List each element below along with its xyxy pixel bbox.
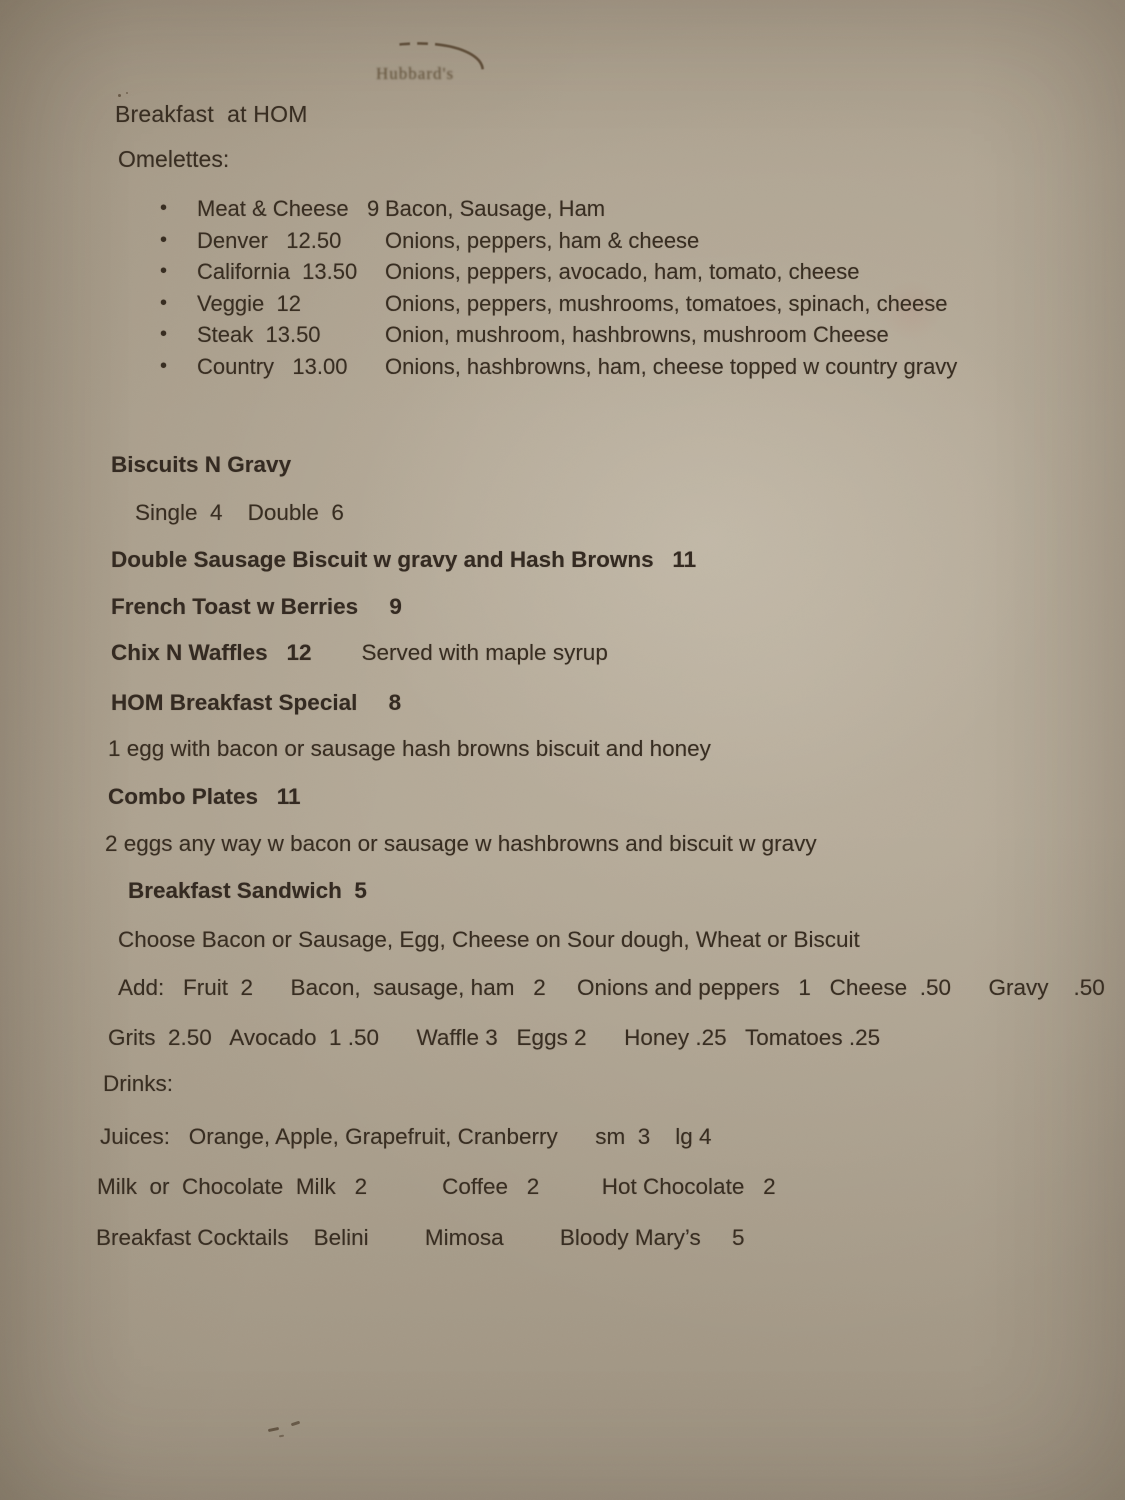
ink-speck xyxy=(126,92,128,94)
bullet-icon: • xyxy=(160,260,168,282)
omelette-description: Onions, peppers, mushrooms, tomatoes, spinach, cheese xyxy=(385,290,948,316)
omelette-description: Bacon, Sausage, Ham xyxy=(385,196,606,221)
omelette-name-price: Denver 12.50 xyxy=(197,227,342,253)
omelette-item xyxy=(160,193,1040,225)
line-combo-plates xyxy=(108,784,301,810)
text-segment: Juices: Orange, Apple, Grapefruit, Cranberry sm 3 lg 4 xyxy=(100,1124,712,1149)
stamp-text: Hubbard's xyxy=(376,64,455,83)
text-segment: Drinks: xyxy=(103,1071,174,1096)
ink-speck xyxy=(268,1427,279,1432)
omelette-description: Onion, mushroom, hashbrowns, mushroom Cheese xyxy=(385,322,889,347)
text-segment: Combo Plates 11 xyxy=(108,784,301,809)
text-segment: Double Sausage Biscuit w gravy and Hash Browns 11 xyxy=(111,547,697,572)
text-segment: Milk or Chocolate Milk 2 Coffee 2 Hot Chocolate 2 xyxy=(97,1174,776,1199)
restaurant-stamp xyxy=(318,36,488,120)
text-segment: Served with maple syrup xyxy=(311,640,608,665)
omelette-description: Onions, peppers, ham & cheese xyxy=(385,227,700,253)
omelette-name-price: Country 13.00 xyxy=(197,353,348,379)
omelettes-heading: Omelettes: xyxy=(118,146,230,172)
text-segment: Chix N Waffles 12 xyxy=(111,640,312,665)
text-segment: Add: Fruit 2 Bacon, sausage, ham 2 Onions and peppers 1 Cheese .50 Gravy .50 xyxy=(118,975,1105,1000)
text-segment: 1 egg with bacon or sausage hash browns biscuit and honey xyxy=(108,736,711,761)
line-add-ons-1 xyxy=(118,975,1105,1001)
omelette-item xyxy=(160,288,1040,320)
text-segment: Single 4 Double 6 xyxy=(135,500,344,525)
omelette-description: Onions, peppers, avocado, ham, tomato, cheese xyxy=(385,259,860,284)
line-breakfast-sandwich xyxy=(128,878,367,904)
text-segment: Breakfast Cocktails Belini Mimosa Bloody Mary’s 5 xyxy=(96,1225,745,1250)
line-hom-breakfast-special-desc xyxy=(108,736,711,762)
text-segment: French Toast w Berries 9 xyxy=(111,594,402,619)
bullet-icon: • xyxy=(160,197,168,219)
omelette-item xyxy=(160,256,1040,288)
text-segment: Grits 2.50 Avocado 1 .50 Waffle 3 Eggs 2 Honey .25 Tomatoes .25 xyxy=(108,1025,881,1050)
line-biscuits-heading xyxy=(111,452,291,478)
text-segment: Choose Bacon or Sausage, Egg, Cheese on Sour dough, Wheat or Biscuit xyxy=(118,927,860,952)
ink-speck xyxy=(118,94,121,97)
omelette-item xyxy=(160,351,1040,383)
line-breakfast-cocktails xyxy=(96,1225,745,1251)
bullet-icon: • xyxy=(160,323,168,345)
ink-speck xyxy=(279,1435,284,1438)
bullet-icon: • xyxy=(160,228,168,251)
omelette-item xyxy=(160,225,1040,257)
line-combo-plates-desc xyxy=(105,831,817,857)
menu-title: Breakfast at HOM xyxy=(115,101,308,127)
line-french-toast xyxy=(111,594,402,620)
line-hom-breakfast-special xyxy=(111,690,401,716)
line-drinks-heading xyxy=(103,1071,173,1097)
omelette-name-price: Meat & Cheese 9 xyxy=(197,196,380,221)
bullet-icon: • xyxy=(160,354,168,377)
line-juices xyxy=(100,1124,712,1150)
ink-speck xyxy=(291,1421,300,1427)
omelette-name-price: Steak 13.50 xyxy=(197,322,321,347)
line-breakfast-sandwich-desc xyxy=(118,927,860,953)
line-double-sausage-biscuit xyxy=(111,547,696,573)
omelette-name-price: California 13.50 xyxy=(197,259,358,284)
text-segment: HOM Breakfast Special 8 xyxy=(111,690,402,715)
omelette-name-price: Veggie 12 xyxy=(197,290,301,316)
omelette-description: Onions, hashbrowns, ham, cheese topped w country gravy xyxy=(385,353,958,379)
line-chix-n-waffles xyxy=(111,640,608,666)
text-segment: 2 eggs any way w bacon or sausage w hashbrowns and biscuit w gravy xyxy=(105,831,817,856)
line-milk-coffee-hot-chocolate xyxy=(97,1174,776,1200)
bullet-icon: • xyxy=(160,291,168,314)
line-biscuits-sizes xyxy=(135,500,344,526)
text-segment: Breakfast Sandwich 5 xyxy=(128,878,367,903)
line-add-ons-2 xyxy=(108,1025,880,1051)
omelette-list xyxy=(160,193,1040,382)
text-segment: Biscuits N Gravy xyxy=(111,452,292,477)
omelette-item xyxy=(160,319,1040,351)
